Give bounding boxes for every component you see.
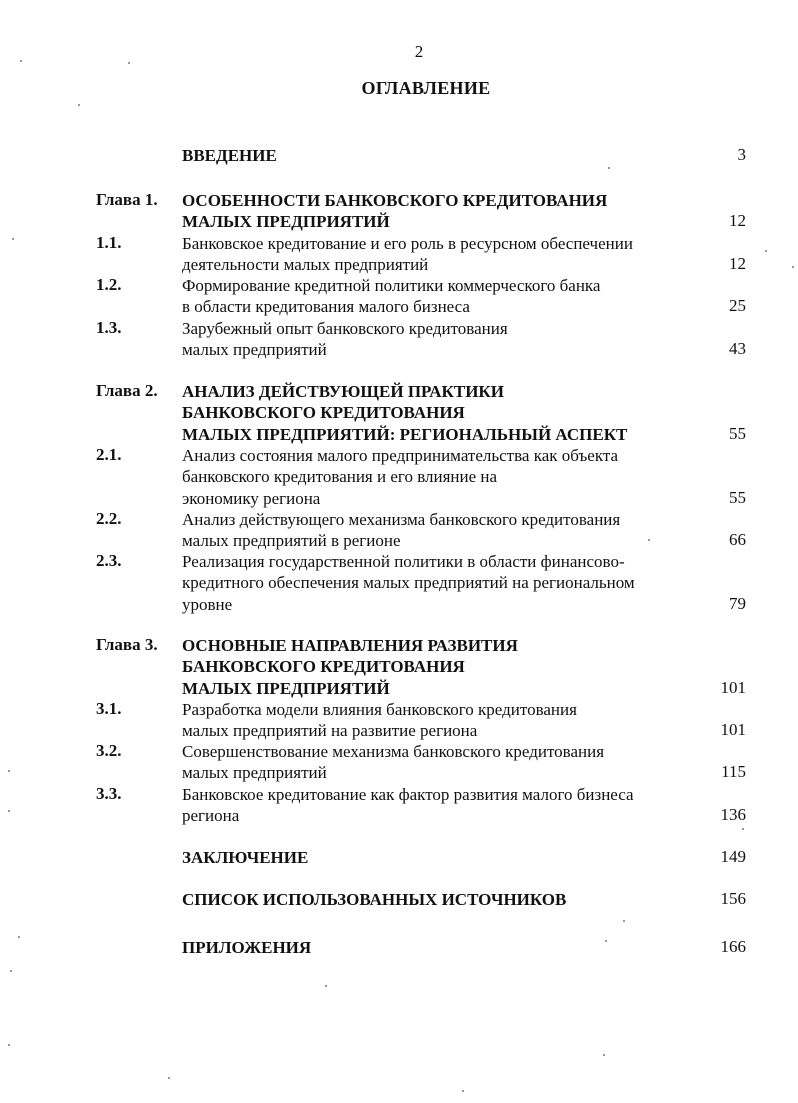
section-title: Реализация государственной политики в области финансово- кредитного обеспечения малых предприятий на региональном уровне <box>182 552 635 614</box>
section-number: 2.1. <box>96 445 122 464</box>
toc-page-number: 101 <box>720 720 746 739</box>
chapter-number: Глава 2. <box>96 381 158 400</box>
scan-speck <box>462 1090 464 1092</box>
scan-speck <box>765 250 767 252</box>
scan-speck <box>128 62 130 64</box>
page-number: 2 <box>414 42 424 61</box>
scan-speck <box>8 810 10 812</box>
section-title: Формирование кредитной политики коммерческого банка в области кредитования малого бизнеса <box>182 276 601 317</box>
section-title: Зарубежный опыт банковского кредитования малых предприятий <box>182 319 508 360</box>
section-title: Банковское кредитование как фактор развития малого бизнеса региона <box>182 785 634 826</box>
scan-speck <box>623 920 625 922</box>
toc-entry-label: ЗАКЛЮЧЕНИЕ <box>182 848 309 867</box>
scan-speck <box>18 936 20 938</box>
toc-entry-label: ПРИЛОЖЕНИЯ <box>182 938 312 957</box>
section-number: 1.2. <box>96 275 122 294</box>
toc-page-number: 166 <box>720 937 746 956</box>
section-number: 1.3. <box>96 318 122 337</box>
scan-speck <box>792 266 794 268</box>
chapter-title: АНАЛИЗ ДЕЙСТВУЮЩЕЙ ПРАКТИКИ БАНКОВСКОГО КРЕДИТОВАНИЯ МАЛЫХ ПРЕДПРИЯТИЙ: РЕГИОНАЛЬНЫЙ АСПЕКТ <box>182 382 628 444</box>
toc-entry-label: СПИСОК ИСПОЛЬЗОВАННЫХ ИСТОЧНИКОВ <box>182 890 567 909</box>
scan-speck <box>742 828 744 830</box>
scan-speck <box>605 940 607 942</box>
scan-speck <box>78 104 80 106</box>
scan-speck <box>603 1054 605 1056</box>
section-number: 3.3. <box>96 784 122 803</box>
chapter-number: Глава 1. <box>96 190 158 209</box>
scan-speck <box>20 60 22 62</box>
scan-speck <box>325 985 327 987</box>
section-title: Анализ действующего механизма банковского кредитования малых предприятий в регионе <box>182 510 621 551</box>
toc-page-number: 3 <box>737 145 746 164</box>
section-number: 2.3. <box>96 551 122 570</box>
toc-page-number: 115 <box>721 762 746 781</box>
scan-speck <box>168 1077 170 1079</box>
chapter-title: ОСОБЕННОСТИ БАНКОВСКОГО КРЕДИТОВАНИЯ МАЛЫХ ПРЕДПРИЯТИЙ <box>182 191 608 232</box>
section-title: Банковское кредитование и его роль в ресурсном обеспечении деятельности малых предприятий <box>182 234 633 275</box>
scan-speck <box>12 238 14 240</box>
chapter-title: ОСНОВНЫЕ НАПРАВЛЕНИЯ РАЗВИТИЯ БАНКОВСКОГО КРЕДИТОВАНИЯ МАЛЫХ ПРЕДПРИЯТИЙ <box>182 636 518 698</box>
scan-speck <box>8 1044 10 1046</box>
toc-page-number: 25 <box>729 296 746 315</box>
toc-page-number: 66 <box>729 530 746 549</box>
toc-page-number: 55 <box>729 424 746 443</box>
section-number: 3.2. <box>96 741 122 760</box>
scan-speck <box>10 970 12 972</box>
section-title: Разработка модели влияния банковского кредитования малых предприятий на развитие региона <box>182 700 577 741</box>
section-title: Анализ состояния малого предпринимательства как объекта банковского кредитования и его влияние на экономику региона <box>182 446 619 508</box>
scan-speck <box>648 539 650 541</box>
scan-speck <box>608 167 610 169</box>
toc-page-number: 101 <box>720 678 746 697</box>
section-number: 2.2. <box>96 509 122 528</box>
section-number: 1.1. <box>96 233 122 252</box>
toc-page-number: 55 <box>729 488 746 507</box>
toc-page-number: 149 <box>720 847 746 866</box>
chapter-number: Глава 3. <box>96 635 158 654</box>
toc-page-number: 12 <box>729 254 746 273</box>
toc-page-number: 43 <box>729 339 746 358</box>
section-number: 3.1. <box>96 699 122 718</box>
scan-speck <box>8 770 10 772</box>
toc-page-number: 79 <box>729 594 746 613</box>
section-title: Совершенствование механизма банковского кредитования малых предприятий <box>182 742 605 783</box>
page-title: ОГЛАВЛЕНИЕ <box>361 78 491 98</box>
toc-page-number: 12 <box>729 211 746 230</box>
toc-entry-label: ВВЕДЕНИЕ <box>182 146 277 165</box>
toc-page-number: 156 <box>720 889 746 908</box>
toc-page-number: 136 <box>720 805 746 824</box>
